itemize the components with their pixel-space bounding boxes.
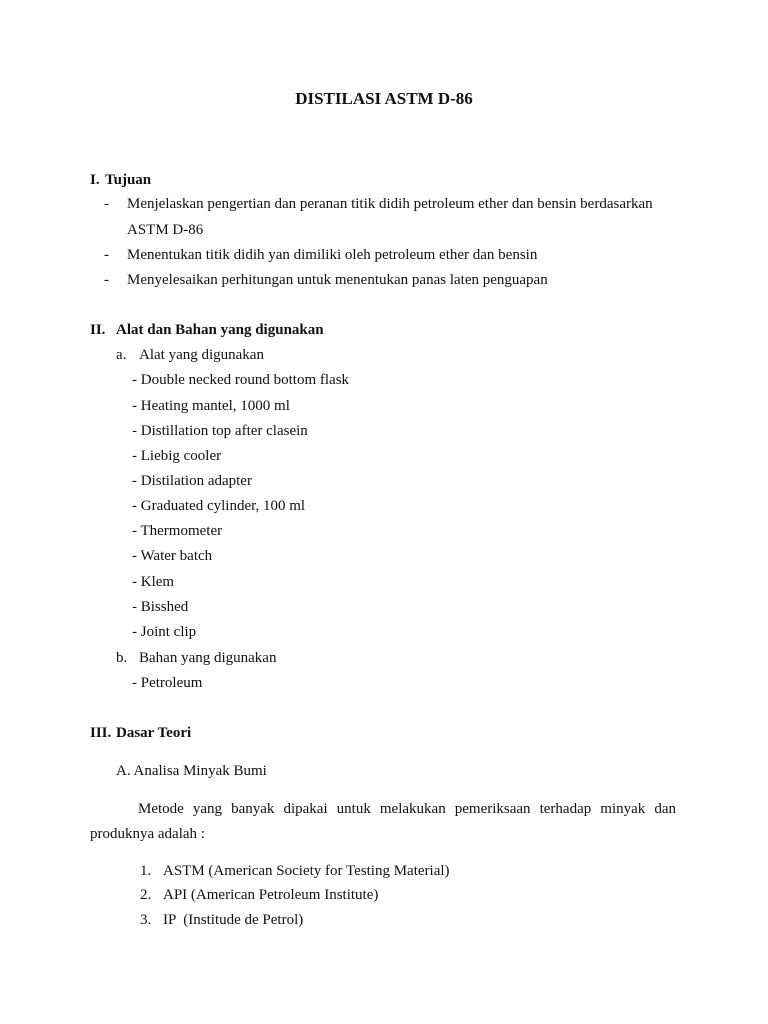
sublist-label-alat: Alat yang digunakan <box>139 347 264 363</box>
standard-list-item: ASTM (American Society for Testing Material) <box>163 863 450 879</box>
section-3-number: III. <box>90 725 112 741</box>
sublist-marker-a: a. <box>116 347 127 363</box>
page-title: DISTILASI ASTM D-86 <box>295 89 473 108</box>
equipment-item: - Thermometer <box>132 523 223 539</box>
equipment-item: - Water batch <box>132 548 213 564</box>
section-1-heading: Tujuan <box>105 172 152 188</box>
sublist-label-bahan: Bahan yang digunakan <box>139 650 277 666</box>
standard-list-marker: 3. <box>140 912 152 928</box>
section-1-number: I. <box>90 172 100 188</box>
bullet-text: Menyelesaikan perhitungan untuk menentukan panas laten penguapan <box>127 272 548 288</box>
bullet-text: Menentukan titik didih yan dimiliki oleh petroleum ether dan bensin <box>127 247 538 263</box>
standard-list-marker: 1. <box>140 863 152 879</box>
bullet-text-continuation: ASTM D-86 <box>127 222 204 238</box>
standard-list-item: IP (Institude de Petrol) <box>163 912 304 928</box>
equipment-item: - Bisshed <box>132 599 189 615</box>
section-2-heading: Alat dan Bahan yang digunakan <box>116 322 324 338</box>
equipment-item: - Heating mantel, 1000 ml <box>132 398 290 414</box>
paragraph-line: Metode yang banyak dipakai untuk melakukan pemeriksaan terhadap minyak dan <box>138 801 676 817</box>
paragraph-line: produknya adalah : <box>90 826 205 842</box>
equipment-item: - Distilation adapter <box>132 473 252 489</box>
equipment-item: - Joint clip <box>132 624 197 640</box>
bullet-text: Menjelaskan pengertian dan peranan titik didih petroleum ether dan bensin berdasarkan <box>127 196 653 212</box>
subsection-heading: A. Analisa Minyak Bumi <box>116 763 267 779</box>
section-2-number: II. <box>90 322 106 338</box>
bullet-marker: - <box>104 272 109 288</box>
equipment-item: - Distillation top after clasein <box>132 423 308 439</box>
standard-list-marker: 2. <box>140 887 152 903</box>
section-3-heading: Dasar Teori <box>116 725 192 741</box>
material-item: - Petroleum <box>132 675 203 691</box>
standard-list-item: API (American Petroleum Institute) <box>163 887 379 903</box>
equipment-item: - Liebig cooler <box>132 448 222 464</box>
bullet-marker: - <box>104 247 109 263</box>
equipment-item: - Graduated cylinder, 100 ml <box>132 498 306 514</box>
equipment-item: - Klem <box>132 574 175 590</box>
equipment-item: - Double necked round bottom flask <box>132 372 350 388</box>
sublist-marker-b: b. <box>116 650 128 666</box>
bullet-marker: - <box>104 196 109 212</box>
